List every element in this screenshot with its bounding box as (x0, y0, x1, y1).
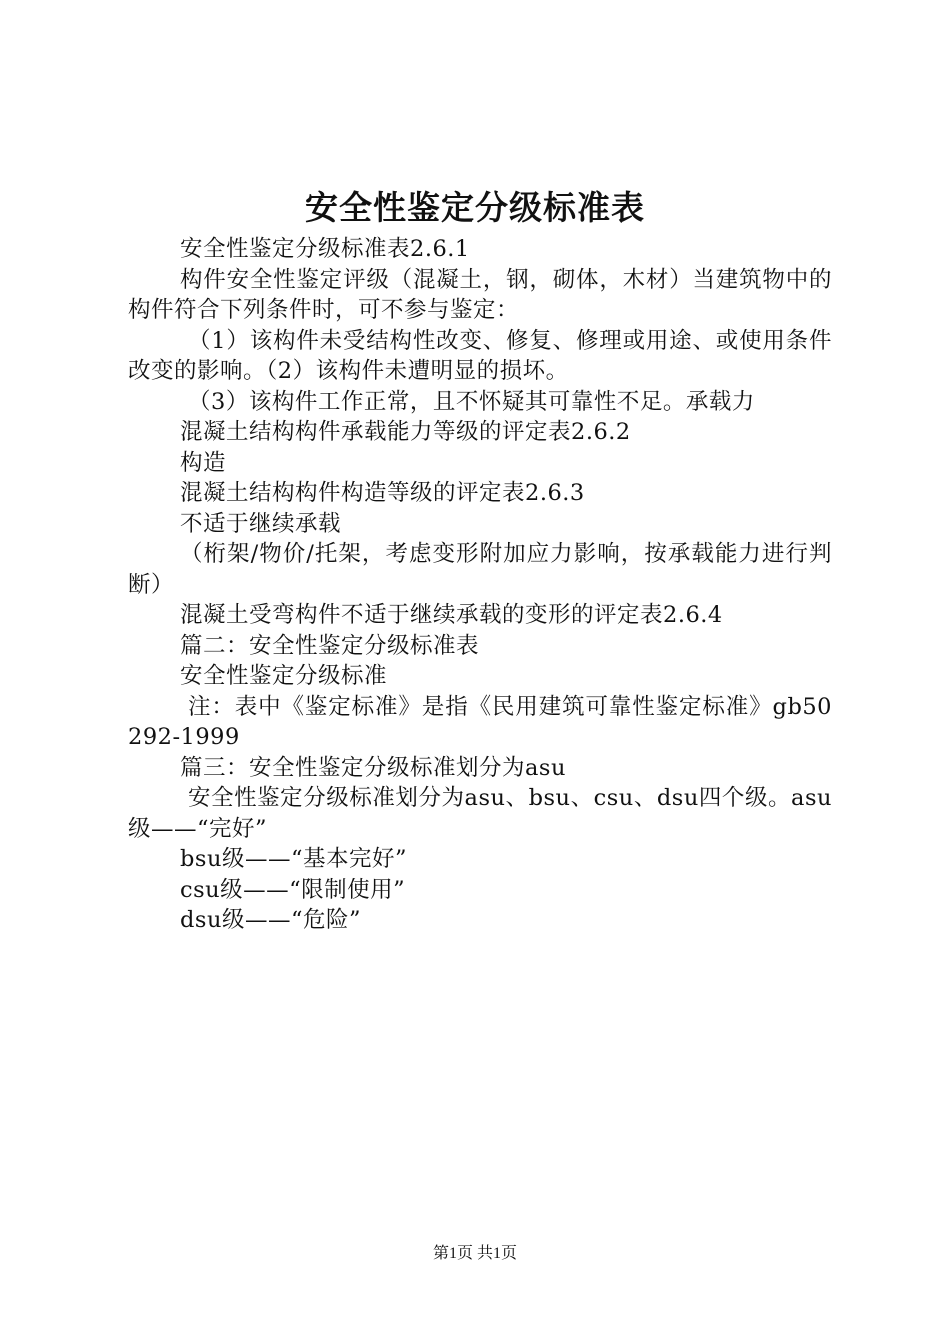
document-body (128, 234, 832, 936)
paragraph: 篇二：安全性鉴定分级标准表 (180, 632, 480, 659)
paragraph: 构件安全性鉴定评级（混凝土，钢，砌体，木材）当建筑物中的构件符合下列条件时，可不参与鉴定： (128, 266, 832, 323)
paragraph: 安全性鉴定分级标准表2.6.1 (180, 236, 470, 262)
paragraph: 混凝土受弯构件不适于继续承载的变形的评定表2.6.4 (180, 602, 723, 628)
paragraph: 混凝土结构构件构造等级的评定表2.6.3 (180, 480, 585, 506)
paragraph: 安全性鉴定分级标准划分为asu、bsu、csu、dsu四个级。asu级——“完好” (128, 785, 832, 842)
paragraph: bsu级——“基本完好” (180, 846, 407, 872)
paragraph: 不适于继续承载 (180, 510, 342, 537)
paragraph: dsu级——“危险” (180, 907, 361, 933)
paragraph: 安全性鉴定分级标准 (180, 663, 388, 689)
paragraph: （桁架/物价/托架，考虑变形附加应力影响，按承载能力进行判断） (128, 541, 832, 598)
paragraph: csu级——“限制使用” (180, 876, 406, 903)
paragraph: （1）该构件未受结构性改变、修复、修理或用途、或使用条件改变的影响。（2）该构件未遭明显的损坏。 (128, 327, 832, 384)
paragraph: （3）该构件工作正常，且不怀疑其可靠性不足。承载力 (188, 388, 755, 415)
paragraph: 注：表中《鉴定标准》是指《民用建筑可靠性鉴定标准》gb50292-1999 (128, 693, 832, 750)
document-title: 安全性鉴定分级标准表 (305, 188, 645, 227)
paragraph: 篇三：安全性鉴定分级标准划分为asu (180, 754, 566, 781)
page-footer: 第1页 共1页 (432, 1245, 517, 1262)
paragraph: 构造 (180, 449, 227, 476)
paragraph: 混凝土结构构件承载能力等级的评定表2.6.2 (180, 419, 631, 445)
